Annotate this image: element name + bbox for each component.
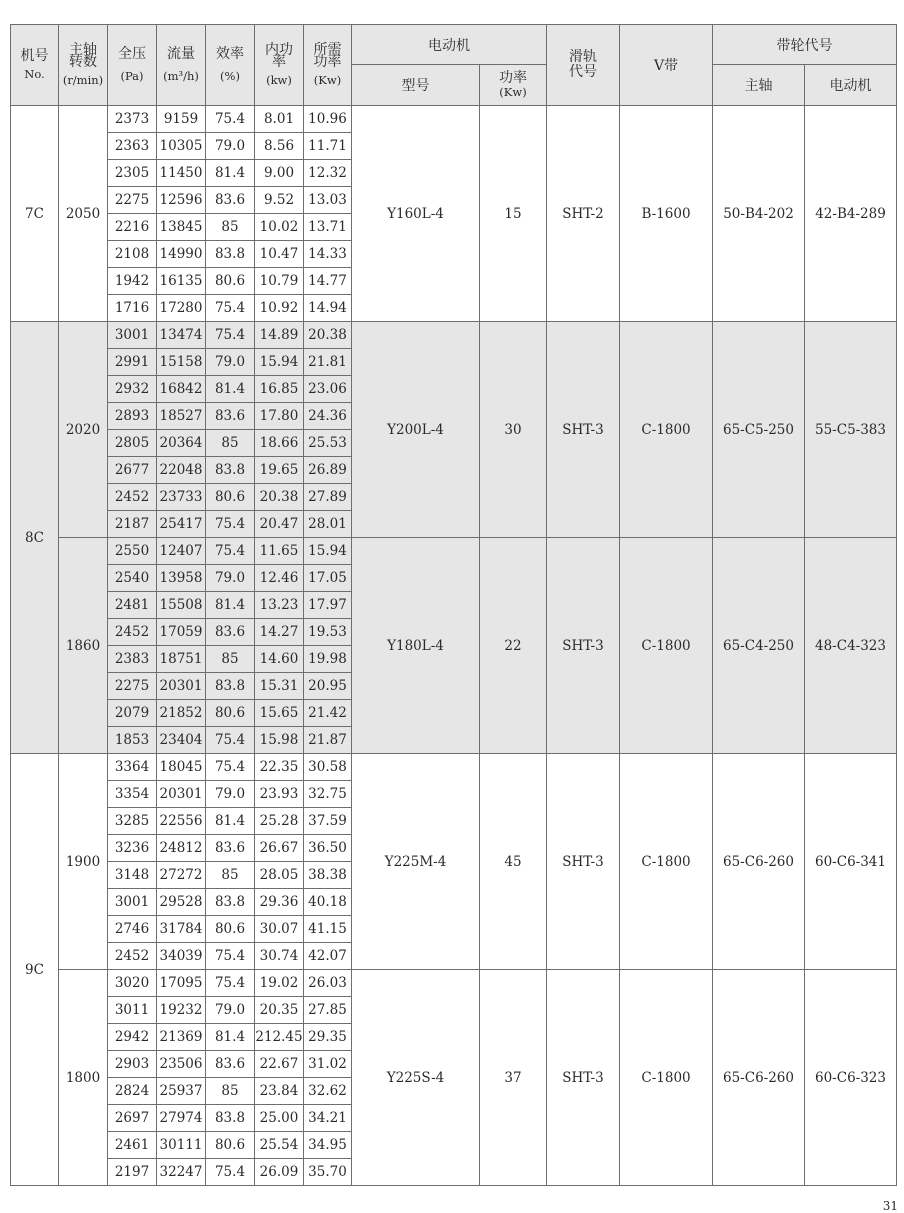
total-pressure-cell: 2275 bbox=[108, 187, 157, 214]
internal-power-cell: 25.00 bbox=[255, 1105, 304, 1132]
col-motor-model: 型号 bbox=[352, 65, 480, 106]
flow-cell: 17095 bbox=[157, 970, 206, 997]
flow-cell: 25417 bbox=[157, 511, 206, 538]
pulley-spindle-cell: 50-B4-202 bbox=[713, 106, 805, 322]
internal-power-cell: 14.27 bbox=[255, 619, 304, 646]
motor-model-cell: Y225M-4 bbox=[352, 754, 480, 970]
required-power-cell: 21.42 bbox=[304, 700, 352, 727]
total-pressure-cell: 2216 bbox=[108, 214, 157, 241]
internal-power-cell: 15.98 bbox=[255, 727, 304, 754]
total-pressure-cell: 2187 bbox=[108, 511, 157, 538]
spindle-speed-cell: 1800 bbox=[59, 970, 108, 1186]
machine-no-cell: 7C bbox=[11, 106, 59, 322]
internal-power-cell: 22.67 bbox=[255, 1051, 304, 1078]
flow-cell: 23404 bbox=[157, 727, 206, 754]
required-power-cell: 25.53 bbox=[304, 430, 352, 457]
required-power-cell: 26.03 bbox=[304, 970, 352, 997]
total-pressure-cell: 2452 bbox=[108, 484, 157, 511]
internal-power-cell: 14.89 bbox=[255, 322, 304, 349]
fan-spec-table bbox=[10, 24, 897, 1186]
required-power-cell: 40.18 bbox=[304, 889, 352, 916]
internal-power-cell: 15.94 bbox=[255, 349, 304, 376]
internal-power-cell: 10.47 bbox=[255, 241, 304, 268]
internal-power-cell: 19.65 bbox=[255, 457, 304, 484]
total-pressure-cell: 2461 bbox=[108, 1132, 157, 1159]
motor-power-cell: 15 bbox=[480, 106, 547, 322]
internal-power-cell: 19.02 bbox=[255, 970, 304, 997]
required-power-cell: 34.95 bbox=[304, 1132, 352, 1159]
efficiency-cell: 80.6 bbox=[206, 1132, 255, 1159]
table-row bbox=[11, 754, 897, 781]
pulley-motor-cell: 60-C6-341 bbox=[805, 754, 897, 970]
required-power-cell: 21.81 bbox=[304, 349, 352, 376]
v-belt-cell: C-1800 bbox=[620, 754, 713, 970]
total-pressure-cell: 2197 bbox=[108, 1159, 157, 1186]
flow-cell: 23733 bbox=[157, 484, 206, 511]
spindle-speed-cell: 2050 bbox=[59, 106, 108, 322]
total-pressure-cell: 2275 bbox=[108, 673, 157, 700]
slide-rail-cell: SHT-2 bbox=[547, 106, 620, 322]
efficiency-cell: 83.8 bbox=[206, 673, 255, 700]
col-total-pressure: 全压 (Pa) bbox=[108, 25, 157, 106]
required-power-cell: 32.75 bbox=[304, 781, 352, 808]
total-pressure-cell: 2677 bbox=[108, 457, 157, 484]
internal-power-cell: 29.36 bbox=[255, 889, 304, 916]
flow-cell: 27974 bbox=[157, 1105, 206, 1132]
motor-power-cell: 22 bbox=[480, 538, 547, 754]
flow-cell: 22556 bbox=[157, 808, 206, 835]
efficiency-cell: 83.6 bbox=[206, 835, 255, 862]
table-header bbox=[11, 25, 897, 106]
flow-cell: 15508 bbox=[157, 592, 206, 619]
internal-power-cell: 11.65 bbox=[255, 538, 304, 565]
internal-power-cell: 10.92 bbox=[255, 295, 304, 322]
efficiency-cell: 80.6 bbox=[206, 916, 255, 943]
efficiency-cell: 75.4 bbox=[206, 943, 255, 970]
total-pressure-cell: 2540 bbox=[108, 565, 157, 592]
efficiency-cell: 75.4 bbox=[206, 970, 255, 997]
internal-power-cell: 23.84 bbox=[255, 1078, 304, 1105]
efficiency-cell: 85 bbox=[206, 214, 255, 241]
efficiency-cell: 83.8 bbox=[206, 457, 255, 484]
internal-power-cell: 9.00 bbox=[255, 160, 304, 187]
efficiency-cell: 75.4 bbox=[206, 538, 255, 565]
internal-power-cell: 26.67 bbox=[255, 835, 304, 862]
table-row bbox=[11, 106, 897, 133]
flow-cell: 17059 bbox=[157, 619, 206, 646]
total-pressure-cell: 2108 bbox=[108, 241, 157, 268]
pulley-motor-cell: 55-C5-383 bbox=[805, 322, 897, 538]
spindle-speed-cell: 1860 bbox=[59, 538, 108, 754]
col-pulley-spindle: 主轴 bbox=[713, 65, 805, 106]
required-power-cell: 35.70 bbox=[304, 1159, 352, 1186]
spindle-speed-cell: 1900 bbox=[59, 754, 108, 970]
col-internal-power: 内功 率 (kw) bbox=[255, 25, 304, 106]
pulley-spindle-cell: 65-C4-250 bbox=[713, 538, 805, 754]
total-pressure-cell: 3011 bbox=[108, 997, 157, 1024]
col-group-pulley: 带轮代号 bbox=[713, 25, 897, 65]
col-machine-no: 机号 No. bbox=[11, 25, 59, 106]
required-power-cell: 38.38 bbox=[304, 862, 352, 889]
flow-cell: 24812 bbox=[157, 835, 206, 862]
efficiency-cell: 83.8 bbox=[206, 1105, 255, 1132]
internal-power-cell: 25.54 bbox=[255, 1132, 304, 1159]
required-power-cell: 37.59 bbox=[304, 808, 352, 835]
required-power-cell: 32.62 bbox=[304, 1078, 352, 1105]
required-power-cell: 42.07 bbox=[304, 943, 352, 970]
internal-power-cell: 8.01 bbox=[255, 106, 304, 133]
total-pressure-cell: 2452 bbox=[108, 943, 157, 970]
internal-power-cell: 18.66 bbox=[255, 430, 304, 457]
internal-power-cell: 15.31 bbox=[255, 673, 304, 700]
internal-power-cell: 30.74 bbox=[255, 943, 304, 970]
flow-cell: 12596 bbox=[157, 187, 206, 214]
total-pressure-cell: 2305 bbox=[108, 160, 157, 187]
total-pressure-cell: 2991 bbox=[108, 349, 157, 376]
efficiency-cell: 79.0 bbox=[206, 349, 255, 376]
efficiency-cell: 81.4 bbox=[206, 160, 255, 187]
efficiency-cell: 79.0 bbox=[206, 781, 255, 808]
efficiency-cell: 75.4 bbox=[206, 511, 255, 538]
internal-power-cell: 9.52 bbox=[255, 187, 304, 214]
efficiency-cell: 79.0 bbox=[206, 997, 255, 1024]
slide-rail-cell: SHT-3 bbox=[547, 754, 620, 970]
col-motor-power: 功率 (Kw) bbox=[480, 65, 547, 106]
efficiency-cell: 83.6 bbox=[206, 1051, 255, 1078]
motor-model-cell: Y200L-4 bbox=[352, 322, 480, 538]
motor-model-cell: Y225S-4 bbox=[352, 970, 480, 1186]
motor-power-cell: 37 bbox=[480, 970, 547, 1186]
flow-cell: 16135 bbox=[157, 268, 206, 295]
pulley-spindle-cell: 65-C6-260 bbox=[713, 754, 805, 970]
flow-cell: 18751 bbox=[157, 646, 206, 673]
required-power-cell: 21.87 bbox=[304, 727, 352, 754]
total-pressure-cell: 2824 bbox=[108, 1078, 157, 1105]
efficiency-cell: 81.4 bbox=[206, 592, 255, 619]
v-belt-cell: C-1800 bbox=[620, 538, 713, 754]
efficiency-cell: 83.6 bbox=[206, 187, 255, 214]
flow-cell: 19232 bbox=[157, 997, 206, 1024]
flow-cell: 12407 bbox=[157, 538, 206, 565]
required-power-cell: 13.71 bbox=[304, 214, 352, 241]
flow-cell: 20301 bbox=[157, 781, 206, 808]
total-pressure-cell: 3020 bbox=[108, 970, 157, 997]
internal-power-cell: 20.38 bbox=[255, 484, 304, 511]
required-power-cell: 24.36 bbox=[304, 403, 352, 430]
total-pressure-cell: 2481 bbox=[108, 592, 157, 619]
flow-cell: 15158 bbox=[157, 349, 206, 376]
flow-cell: 20364 bbox=[157, 430, 206, 457]
efficiency-cell: 80.6 bbox=[206, 700, 255, 727]
flow-cell: 18045 bbox=[157, 754, 206, 781]
flow-cell: 30111 bbox=[157, 1132, 206, 1159]
efficiency-cell: 81.4 bbox=[206, 1024, 255, 1051]
efficiency-cell: 75.4 bbox=[206, 106, 255, 133]
flow-cell: 25937 bbox=[157, 1078, 206, 1105]
flow-cell: 9159 bbox=[157, 106, 206, 133]
internal-power-cell: 22.35 bbox=[255, 754, 304, 781]
total-pressure-cell: 3001 bbox=[108, 322, 157, 349]
required-power-cell: 17.97 bbox=[304, 592, 352, 619]
required-power-cell: 27.89 bbox=[304, 484, 352, 511]
required-power-cell: 19.98 bbox=[304, 646, 352, 673]
col-v-belt: V带 bbox=[620, 25, 713, 106]
internal-power-cell: 14.60 bbox=[255, 646, 304, 673]
efficiency-cell: 83.6 bbox=[206, 403, 255, 430]
spindle-speed-cell: 2020 bbox=[59, 322, 108, 538]
required-power-cell: 20.38 bbox=[304, 322, 352, 349]
flow-cell: 16842 bbox=[157, 376, 206, 403]
flow-cell: 22048 bbox=[157, 457, 206, 484]
efficiency-cell: 75.4 bbox=[206, 1159, 255, 1186]
total-pressure-cell: 1716 bbox=[108, 295, 157, 322]
efficiency-cell: 75.4 bbox=[206, 754, 255, 781]
motor-model-cell: Y160L-4 bbox=[352, 106, 480, 322]
flow-cell: 23506 bbox=[157, 1051, 206, 1078]
col-spindle-speed: 主轴 转数 (r/min) bbox=[59, 25, 108, 106]
internal-power-cell: 23.93 bbox=[255, 781, 304, 808]
efficiency-cell: 85 bbox=[206, 430, 255, 457]
required-power-cell: 19.53 bbox=[304, 619, 352, 646]
flow-cell: 10305 bbox=[157, 133, 206, 160]
required-power-cell: 36.50 bbox=[304, 835, 352, 862]
slide-rail-cell: SHT-3 bbox=[547, 970, 620, 1186]
total-pressure-cell: 2452 bbox=[108, 619, 157, 646]
required-power-cell: 10.96 bbox=[304, 106, 352, 133]
required-power-cell: 15.94 bbox=[304, 538, 352, 565]
flow-cell: 27272 bbox=[157, 862, 206, 889]
required-power-cell: 27.85 bbox=[304, 997, 352, 1024]
flow-cell: 20301 bbox=[157, 673, 206, 700]
efficiency-cell: 85 bbox=[206, 646, 255, 673]
table-row bbox=[11, 970, 897, 997]
required-power-cell: 30.58 bbox=[304, 754, 352, 781]
internal-power-cell: 8.56 bbox=[255, 133, 304, 160]
col-pulley-motor: 电动机 bbox=[805, 65, 897, 106]
col-flow: 流量 (m³/h) bbox=[157, 25, 206, 106]
total-pressure-cell: 2893 bbox=[108, 403, 157, 430]
total-pressure-cell: 2383 bbox=[108, 646, 157, 673]
internal-power-cell: 25.28 bbox=[255, 808, 304, 835]
internal-power-cell: 26.09 bbox=[255, 1159, 304, 1186]
pulley-motor-cell: 42-B4-289 bbox=[805, 106, 897, 322]
total-pressure-cell: 2932 bbox=[108, 376, 157, 403]
flow-cell: 11450 bbox=[157, 160, 206, 187]
internal-power-cell: 10.02 bbox=[255, 214, 304, 241]
table-body bbox=[11, 106, 897, 1186]
total-pressure-cell: 2697 bbox=[108, 1105, 157, 1132]
required-power-cell: 11.71 bbox=[304, 133, 352, 160]
slide-rail-cell: SHT-3 bbox=[547, 322, 620, 538]
efficiency-cell: 79.0 bbox=[206, 133, 255, 160]
total-pressure-cell: 2942 bbox=[108, 1024, 157, 1051]
internal-power-cell: 16.85 bbox=[255, 376, 304, 403]
total-pressure-cell: 3148 bbox=[108, 862, 157, 889]
v-belt-cell: B-1600 bbox=[620, 106, 713, 322]
required-power-cell: 17.05 bbox=[304, 565, 352, 592]
flow-cell: 14990 bbox=[157, 241, 206, 268]
internal-power-cell: 30.07 bbox=[255, 916, 304, 943]
required-power-cell: 34.21 bbox=[304, 1105, 352, 1132]
total-pressure-cell: 1942 bbox=[108, 268, 157, 295]
page-number: 31 bbox=[882, 1199, 898, 1213]
total-pressure-cell: 2363 bbox=[108, 133, 157, 160]
required-power-cell: 23.06 bbox=[304, 376, 352, 403]
efficiency-cell: 81.4 bbox=[206, 808, 255, 835]
flow-cell: 13474 bbox=[157, 322, 206, 349]
total-pressure-cell: 3001 bbox=[108, 889, 157, 916]
efficiency-cell: 81.4 bbox=[206, 376, 255, 403]
machine-no-cell: 9C bbox=[11, 754, 59, 1186]
col-slide-rail: 滑轨 代号 bbox=[547, 25, 620, 106]
total-pressure-cell: 3236 bbox=[108, 835, 157, 862]
flow-cell: 34039 bbox=[157, 943, 206, 970]
efficiency-cell: 85 bbox=[206, 1078, 255, 1105]
slide-rail-cell: SHT-3 bbox=[547, 538, 620, 754]
total-pressure-cell: 2805 bbox=[108, 430, 157, 457]
required-power-cell: 14.33 bbox=[304, 241, 352, 268]
total-pressure-cell: 3285 bbox=[108, 808, 157, 835]
table-row bbox=[11, 322, 897, 349]
required-power-cell: 29.35 bbox=[304, 1024, 352, 1051]
table-row bbox=[11, 538, 897, 565]
internal-power-cell: 212.45 bbox=[255, 1024, 304, 1051]
motor-power-cell: 45 bbox=[480, 754, 547, 970]
required-power-cell: 28.01 bbox=[304, 511, 352, 538]
efficiency-cell: 79.0 bbox=[206, 565, 255, 592]
efficiency-cell: 75.4 bbox=[206, 295, 255, 322]
motor-power-cell: 30 bbox=[480, 322, 547, 538]
motor-model-cell: Y180L-4 bbox=[352, 538, 480, 754]
flow-cell: 31784 bbox=[157, 916, 206, 943]
pulley-spindle-cell: 65-C5-250 bbox=[713, 322, 805, 538]
efficiency-cell: 83.8 bbox=[206, 889, 255, 916]
total-pressure-cell: 3354 bbox=[108, 781, 157, 808]
col-efficiency: 效率 (%) bbox=[206, 25, 255, 106]
flow-cell: 18527 bbox=[157, 403, 206, 430]
efficiency-cell: 83.8 bbox=[206, 241, 255, 268]
total-pressure-cell: 2550 bbox=[108, 538, 157, 565]
required-power-cell: 26.89 bbox=[304, 457, 352, 484]
required-power-cell: 12.32 bbox=[304, 160, 352, 187]
pulley-spindle-cell: 65-C6-260 bbox=[713, 970, 805, 1186]
total-pressure-cell: 2746 bbox=[108, 916, 157, 943]
total-pressure-cell: 2903 bbox=[108, 1051, 157, 1078]
flow-cell: 21369 bbox=[157, 1024, 206, 1051]
pulley-motor-cell: 60-C6-323 bbox=[805, 970, 897, 1186]
internal-power-cell: 28.05 bbox=[255, 862, 304, 889]
required-power-cell: 31.02 bbox=[304, 1051, 352, 1078]
flow-cell: 17280 bbox=[157, 295, 206, 322]
col-group-motor: 电动机 bbox=[352, 25, 547, 65]
efficiency-cell: 80.6 bbox=[206, 484, 255, 511]
required-power-cell: 14.94 bbox=[304, 295, 352, 322]
internal-power-cell: 10.79 bbox=[255, 268, 304, 295]
flow-cell: 21852 bbox=[157, 700, 206, 727]
total-pressure-cell: 3364 bbox=[108, 754, 157, 781]
flow-cell: 13958 bbox=[157, 565, 206, 592]
pulley-motor-cell: 48-C4-323 bbox=[805, 538, 897, 754]
required-power-cell: 20.95 bbox=[304, 673, 352, 700]
internal-power-cell: 15.65 bbox=[255, 700, 304, 727]
internal-power-cell: 17.80 bbox=[255, 403, 304, 430]
efficiency-cell: 80.6 bbox=[206, 268, 255, 295]
internal-power-cell: 13.23 bbox=[255, 592, 304, 619]
flow-cell: 29528 bbox=[157, 889, 206, 916]
total-pressure-cell: 2373 bbox=[108, 106, 157, 133]
required-power-cell: 13.03 bbox=[304, 187, 352, 214]
flow-cell: 32247 bbox=[157, 1159, 206, 1186]
v-belt-cell: C-1800 bbox=[620, 970, 713, 1186]
required-power-cell: 41.15 bbox=[304, 916, 352, 943]
total-pressure-cell: 1853 bbox=[108, 727, 157, 754]
efficiency-cell: 75.4 bbox=[206, 727, 255, 754]
v-belt-cell: C-1800 bbox=[620, 322, 713, 538]
total-pressure-cell: 2079 bbox=[108, 700, 157, 727]
efficiency-cell: 75.4 bbox=[206, 322, 255, 349]
flow-cell: 13845 bbox=[157, 214, 206, 241]
internal-power-cell: 12.46 bbox=[255, 565, 304, 592]
efficiency-cell: 85 bbox=[206, 862, 255, 889]
internal-power-cell: 20.47 bbox=[255, 511, 304, 538]
col-required-power: 所需 功率 (Kw) bbox=[304, 25, 352, 106]
machine-no-cell: 8C bbox=[11, 322, 59, 754]
internal-power-cell: 20.35 bbox=[255, 997, 304, 1024]
required-power-cell: 14.77 bbox=[304, 268, 352, 295]
efficiency-cell: 83.6 bbox=[206, 619, 255, 646]
